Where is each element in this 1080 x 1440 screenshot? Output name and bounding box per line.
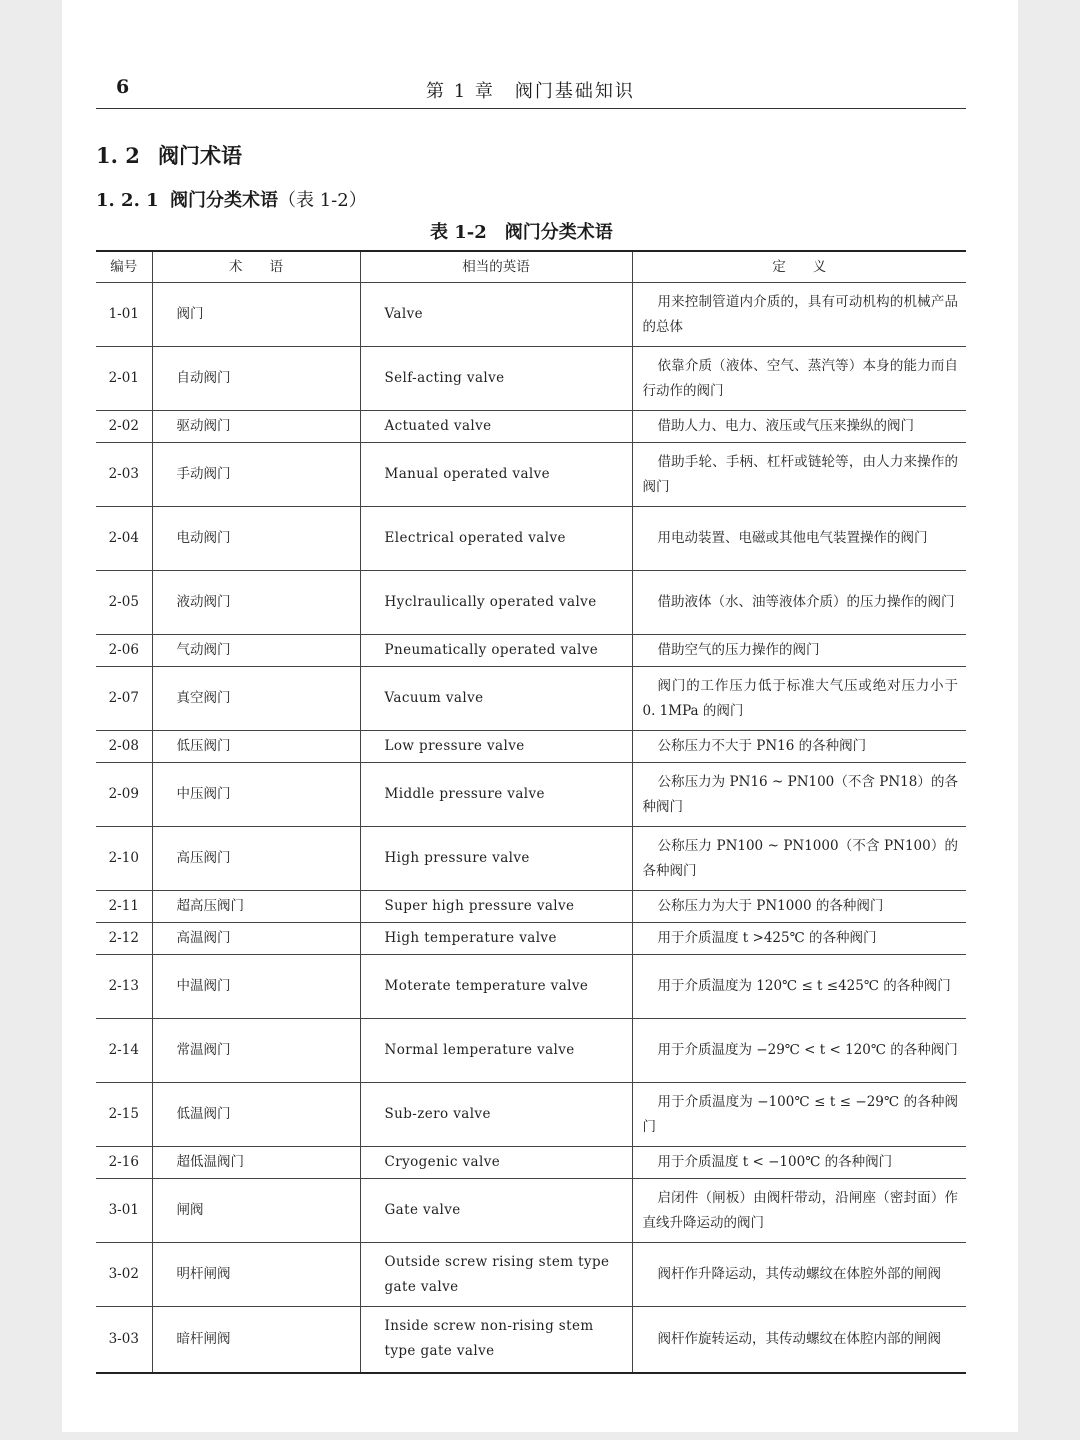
subsection-heading [96, 186, 367, 212]
term-english: Electrical operated valve [360, 507, 632, 571]
table-row [96, 827, 966, 891]
term-english: Outside screw rising stem type gate valve [360, 1243, 632, 1307]
term-name: 驱动阀门 [152, 411, 360, 443]
term-name: 电动阀门 [152, 507, 360, 571]
term-name: 中温阀门 [152, 955, 360, 1019]
term-english: Middle pressure valve [360, 763, 632, 827]
table-row [96, 955, 966, 1019]
definition-text: 用电动装置、电磁或其他电气装置操作的阀门 [657, 530, 928, 546]
term-name: 低温阀门 [152, 1083, 360, 1147]
subsection-number: 1. 2. 1 [96, 190, 159, 211]
definition-text: 用来控制管道内介质的，具有可动机构的机械产品的总体 [642, 293, 958, 335]
term-english: Pneumatically operated valve [360, 635, 632, 667]
term-english: Self-acting valve [360, 347, 632, 411]
term-code: 1-01 [96, 283, 152, 347]
definition-text: 用于介质温度 t < −100℃ 的各种阀门 [657, 1154, 893, 1170]
term-name: 手动阀门 [152, 443, 360, 507]
term-code: 2-16 [96, 1147, 152, 1179]
term-definition [632, 1179, 966, 1243]
term-name: 液动阀门 [152, 571, 360, 635]
term-english: High temperature valve [360, 923, 632, 955]
term-name: 真空阀门 [152, 667, 360, 731]
definition-text: 借助手轮、手柄、杠杆或链轮等，由人力来操作的阀门 [642, 453, 958, 495]
term-code: 2-11 [96, 891, 152, 923]
term-name: 常温阀门 [152, 1019, 360, 1083]
table-row [96, 283, 966, 347]
table-row [96, 1083, 966, 1147]
definition-text: 用于介质温度为 −100℃ ≤ t ≤ −29℃ 的各种阀门 [642, 1093, 958, 1135]
table-caption: 表 1-2 阀门分类术语 [430, 222, 613, 243]
term-code: 2-13 [96, 955, 152, 1019]
definition-text: 依靠介质（液体、空气、蒸汽等）本身的能力而自行动作的阀门 [642, 357, 958, 399]
term-english: Normal lemperature valve [360, 1019, 632, 1083]
term-english: Cryogenic valve [360, 1147, 632, 1179]
table-row [96, 443, 966, 507]
table-row [96, 571, 966, 635]
definition-text: 公称压力为 PN16 ~ PN100（不含 PN18）的各种阀门 [642, 773, 958, 815]
table-header-row [96, 251, 966, 283]
definition-text: 公称压力不大于 PN16 的各种阀门 [657, 738, 867, 754]
section-title: 阀门术语 [158, 143, 242, 168]
table-row [96, 347, 966, 411]
definition-text: 公称压力为大于 PN1000 的各种阀门 [657, 898, 884, 914]
subsection-note: （表 1-2） [278, 190, 367, 211]
table-row [96, 1019, 966, 1083]
term-definition [632, 283, 966, 347]
definition-text: 用于介质温度为 120℃ ≤ t ≤425℃ 的各种阀门 [657, 978, 951, 994]
term-english: Sub-zero valve [360, 1083, 632, 1147]
term-code: 2-10 [96, 827, 152, 891]
term-definition [632, 411, 966, 443]
term-code: 3-02 [96, 1243, 152, 1307]
term-english: Low pressure valve [360, 731, 632, 763]
term-name: 阀门 [152, 283, 360, 347]
definition-text: 用于介质温度 t >425℃ 的各种阀门 [657, 930, 877, 946]
term-definition [632, 1147, 966, 1179]
subsection-title: 阀门分类术语 [170, 190, 278, 211]
term-english: Inside screw non-rising stem type gate valve [360, 1307, 632, 1373]
term-code: 2-07 [96, 667, 152, 731]
term-definition [632, 731, 966, 763]
running-header [96, 74, 966, 109]
term-definition [632, 667, 966, 731]
header-english: 相当的英语 [360, 251, 632, 283]
definition-text: 阀门的工作压力低于标准大气压或绝对压力小于 0. 1MPa 的阀门 [642, 677, 958, 719]
term-code: 2-12 [96, 923, 152, 955]
term-definition [632, 347, 966, 411]
term-code: 2-06 [96, 635, 152, 667]
chapter-title: 第 1 章 阀门基础知识 [426, 81, 635, 102]
term-english: Manual operated valve [360, 443, 632, 507]
term-definition [632, 891, 966, 923]
term-definition [632, 1019, 966, 1083]
table-row [96, 1243, 966, 1307]
term-name: 中压阀门 [152, 763, 360, 827]
term-english: Super high pressure valve [360, 891, 632, 923]
table-row [96, 731, 966, 763]
term-code: 2-01 [96, 347, 152, 411]
table-row [96, 635, 966, 667]
term-english: Vacuum valve [360, 667, 632, 731]
term-code: 3-01 [96, 1179, 152, 1243]
term-code: 2-15 [96, 1083, 152, 1147]
term-code: 2-05 [96, 571, 152, 635]
term-english: Valve [360, 283, 632, 347]
header-term: 术 语 [152, 251, 360, 283]
table-row [96, 891, 966, 923]
table-row [96, 1147, 966, 1179]
table-row [96, 763, 966, 827]
definition-text: 借助空气的压力操作的阀门 [657, 642, 820, 658]
table-body [96, 283, 966, 1373]
term-name: 闸阀 [152, 1179, 360, 1243]
definition-text: 启闭件（闸板）由阀杆带动，沿闸座（密封面）作直线升降运动的阀门 [642, 1189, 958, 1231]
term-definition [632, 1307, 966, 1373]
term-name: 超低温阀门 [152, 1147, 360, 1179]
term-english: Moterate temperature valve [360, 955, 632, 1019]
term-name: 低压阀门 [152, 731, 360, 763]
definition-text: 借助液体（水、油等液体介质）的压力操作的阀门 [657, 594, 955, 610]
definition-text: 借助人力、电力、液压或气压来操纵的阀门 [657, 418, 914, 434]
table-row [96, 1307, 966, 1373]
header-definition: 定 义 [632, 251, 966, 283]
term-name: 高温阀门 [152, 923, 360, 955]
section-number: 1. 2 [96, 143, 140, 168]
term-code: 2-08 [96, 731, 152, 763]
table-row [96, 1179, 966, 1243]
header-code: 编号 [96, 251, 152, 283]
page-number: 6 [116, 76, 130, 98]
term-name: 明杆闸阀 [152, 1243, 360, 1307]
term-english: Gate valve [360, 1179, 632, 1243]
term-english: Actuated valve [360, 411, 632, 443]
term-definition [632, 1243, 966, 1307]
term-definition [632, 1083, 966, 1147]
term-code: 2-04 [96, 507, 152, 571]
term-definition [632, 955, 966, 1019]
table-row [96, 667, 966, 731]
term-english: High pressure valve [360, 827, 632, 891]
term-english: Hyclraulically operated valve [360, 571, 632, 635]
term-definition [632, 923, 966, 955]
term-definition [632, 827, 966, 891]
table-row [96, 923, 966, 955]
term-definition [632, 507, 966, 571]
term-definition [632, 571, 966, 635]
term-name: 超高压阀门 [152, 891, 360, 923]
valve-terms-table [96, 250, 966, 1374]
term-definition [632, 635, 966, 667]
term-name: 自动阀门 [152, 347, 360, 411]
term-definition [632, 443, 966, 507]
term-definition [632, 763, 966, 827]
term-code: 2-03 [96, 443, 152, 507]
term-name: 高压阀门 [152, 827, 360, 891]
definition-text: 用于介质温度为 −29℃ < t < 120℃ 的各种阀门 [657, 1042, 958, 1058]
section-heading [96, 140, 242, 170]
definition-text: 阀杆作升降运动，其传动螺纹在体腔外部的闸阀 [657, 1266, 941, 1282]
term-name: 暗杆闸阀 [152, 1307, 360, 1373]
table-row [96, 507, 966, 571]
term-code: 3-03 [96, 1307, 152, 1373]
term-name: 气动阀门 [152, 635, 360, 667]
term-code: 2-02 [96, 411, 152, 443]
table-row [96, 411, 966, 443]
term-code: 2-14 [96, 1019, 152, 1083]
definition-text: 公称压力 PN100 ~ PN1000（不含 PN100）的各种阀门 [642, 837, 958, 879]
term-code: 2-09 [96, 763, 152, 827]
definition-text: 阀杆作旋转运动，其传动螺纹在体腔内部的闸阀 [657, 1330, 941, 1347]
